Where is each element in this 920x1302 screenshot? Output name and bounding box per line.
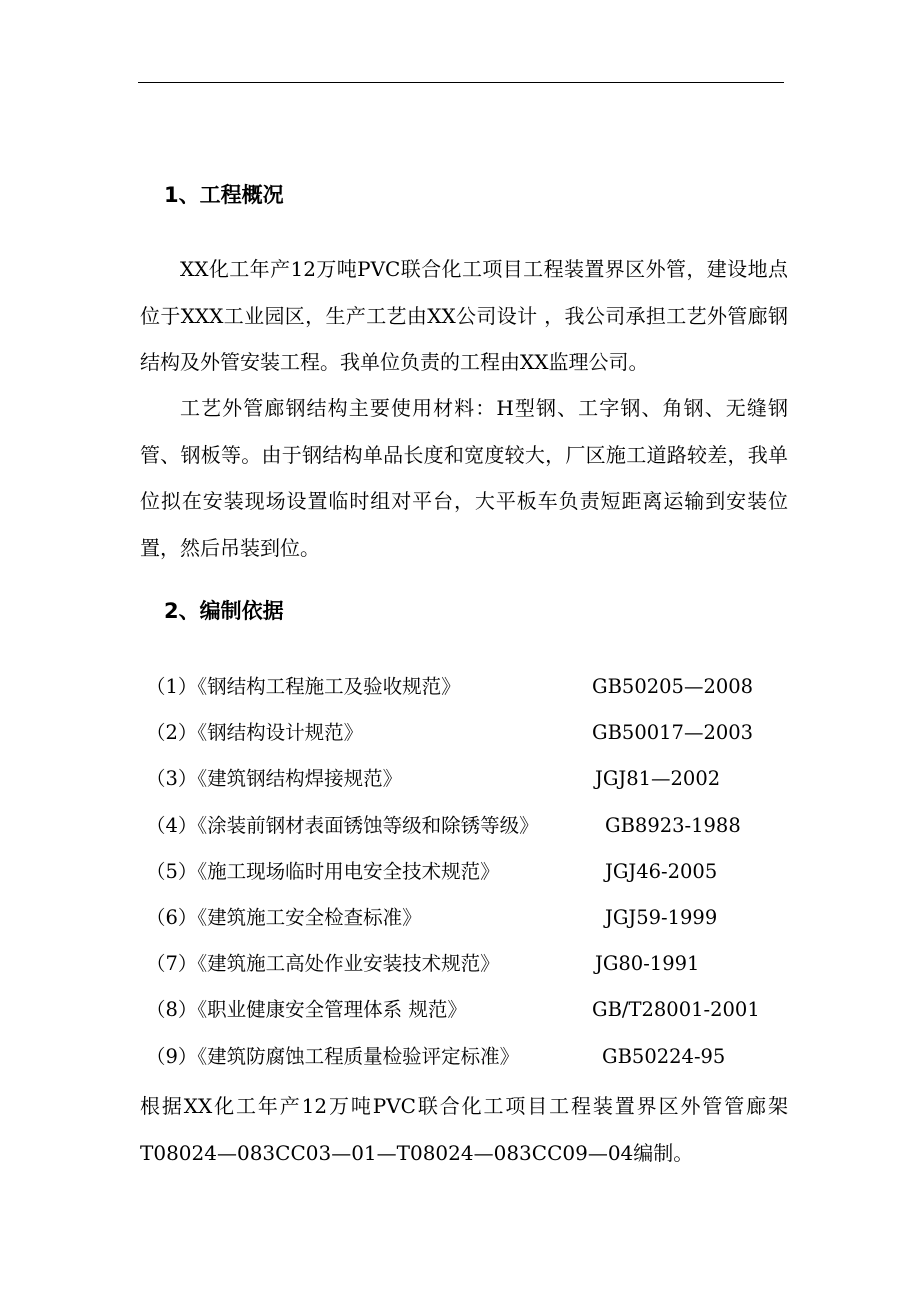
section-heading-overview: 1、工程概况 <box>164 183 284 207</box>
reference-code: JGJ59-1999 <box>605 905 718 929</box>
closing-paragraph: 根据XX化工年产12万吨PVC联合化工项目工程装置界区外管管廊架T08024—083CC03—01—T08024—083CC09—04编制。 <box>140 1094 788 1165</box>
reference-title: （6）《建筑施工安全检查标准》 <box>146 905 422 929</box>
reference-code: GB50017—2003 <box>592 721 754 745</box>
reference-list <box>146 670 786 1086</box>
reference-title: （7）《建筑施工高处作业安装技术规范》 <box>146 952 500 976</box>
reference-code: JG80-1991 <box>595 952 700 976</box>
reference-code: JGJ81—2002 <box>595 767 721 791</box>
reference-code: GB50205—2008 <box>592 675 754 698</box>
reference-code: GB50224-95 <box>602 1044 726 1068</box>
reference-item <box>146 1040 786 1086</box>
reference-code: JGJ46-2005 <box>605 859 718 883</box>
reference-item <box>146 809 786 855</box>
reference-title: （8）《职业健康安全管理体系 规范》 <box>146 998 467 1022</box>
reference-item <box>146 762 786 808</box>
reference-title: （9）《建筑防腐蚀工程质量检验评定标准》 <box>146 1044 520 1068</box>
reference-item <box>146 947 786 993</box>
reference-item <box>146 670 786 716</box>
reference-title: （4）《涂装前钢材表面锈蚀等级和除锈等级》 <box>146 813 539 837</box>
overview-paragraph-2: 工艺外管廊钢结构主要使用材料：H型钢、工字钢、角钢、无缝钢管、钢板等。由于钢结构单品长度和宽度较大，厂区施工道路较差，我单位拟在安装现场设置临时组对平台，大平板车负责短距离运输到安装位置，然后吊装到位。 <box>140 396 788 560</box>
reference-title: （3）《建筑钢结构焊接规范》 <box>146 767 403 791</box>
reference-item <box>146 855 786 901</box>
reference-title: （5）《施工现场临时用电安全技术规范》 <box>146 859 500 883</box>
reference-code: GB8923-1988 <box>605 813 741 837</box>
reference-title: （1）《钢结构工程施工及验收规范》 <box>146 675 461 698</box>
section-heading-basis: 2、编制依据 <box>164 599 284 623</box>
reference-item <box>146 716 786 762</box>
reference-code: GB/T28001-2001 <box>592 998 760 1022</box>
header-rule <box>138 82 784 83</box>
reference-title: （2）《钢结构设计规范》 <box>146 721 364 745</box>
reference-item <box>146 901 786 947</box>
overview-paragraph-1: XX化工年产12万吨PVC联合化工项目工程装置界区外管，建设地点位于XXX工业园区，生产工艺由XX公司设计 ，我公司承担工艺外管廊钢结构及外管安装工程。我单位负责的工程由XX监理公司。 <box>140 257 788 374</box>
reference-item <box>146 993 786 1039</box>
